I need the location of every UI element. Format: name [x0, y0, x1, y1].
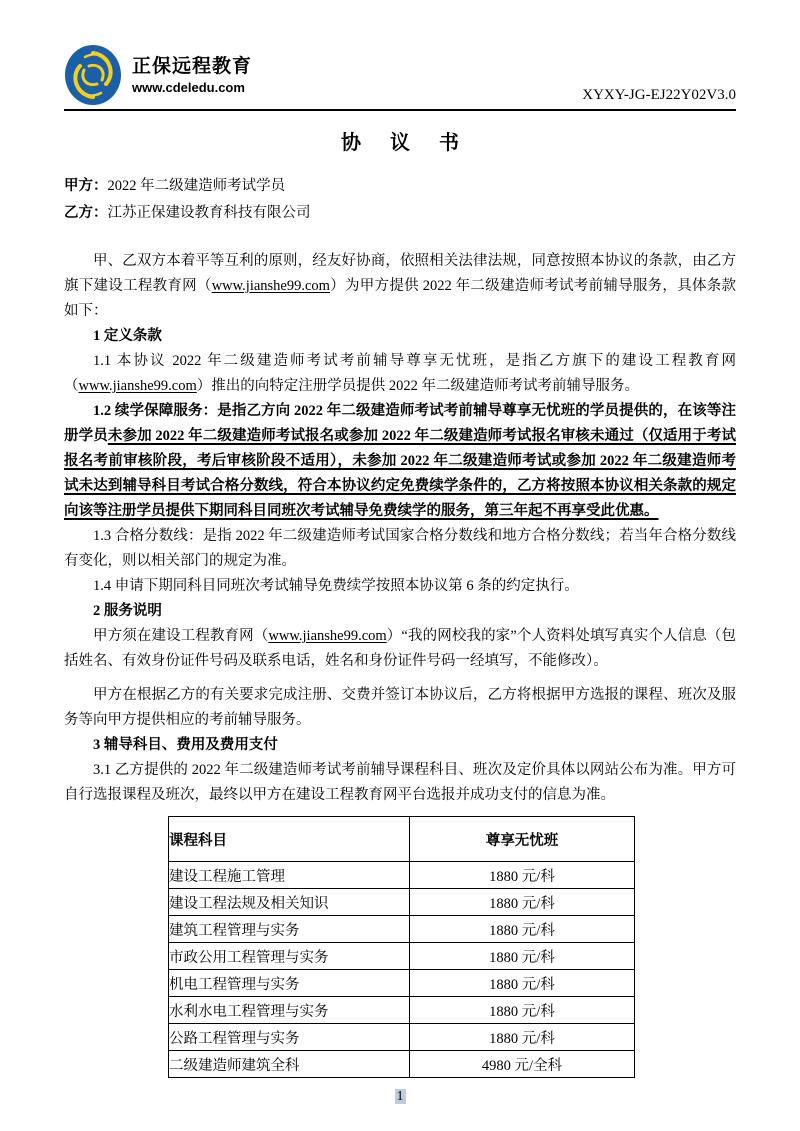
table-row	[169, 997, 635, 1024]
table-row	[169, 1051, 635, 1078]
subject-cell: 市政公用工程管理与实务	[169, 943, 410, 970]
section-1-heading: 1 定义条款	[93, 328, 162, 344]
clause-1-3: 1.3 合格分数线：是指 2022 年二级建造师考试国家合格分数线和地方合格分数线；若当年合格分数线有变化，则以相关部门的规定为准。	[64, 528, 736, 569]
subject-cell: 二级建造师建筑全科	[169, 1051, 410, 1078]
table-header-subject: 课程科目	[169, 817, 410, 862]
table-row	[169, 916, 635, 943]
document-code: XYXY-JG-EJ22Y02V3.0	[582, 87, 736, 103]
party-b-label: 乙方：	[64, 205, 108, 221]
party-a-value: 2022 年二级建造师考试学员	[107, 178, 286, 194]
clause-1-1-post: ）推出的向特定注册学员提供 2022 年二级建造师考试考前辅导服务。	[196, 378, 640, 394]
brand-logo	[64, 44, 252, 106]
clause-2-1-pre: 甲方须在建设工程教育网（	[93, 628, 269, 644]
table-row	[169, 970, 635, 997]
table-header-class: 尊享无忧班	[410, 817, 635, 862]
price-cell: 4980 元/全科	[410, 1051, 635, 1078]
clause-1-2	[64, 399, 736, 524]
clause-2-1-post: ）“我的网校我的家”个人资料处填写真实个人信息（包括姓名、有效身份证件号码及联系电话，姓名和身份证件号码一经填写，不能修改）。	[64, 628, 737, 669]
jianshe99-link: www.jianshe99.com	[211, 278, 330, 294]
clause-3-1: 3.1 乙方提供的 2022 年二级建造师考试考前辅导课程科目、班次及定价具体以网站公布为准。甲方可自行选报课程及班次，最终以甲方在建设工程教育网平台选报并成功支付的信息为准。	[64, 762, 736, 803]
intro-text-pre: 甲、乙双方本着平等互利的原则，经友好协商，依照相关法律法规，同意按照本协议的条款，由乙方旗下建设工程教育网（	[64, 253, 736, 294]
subject-cell: 公路工程管理与实务	[169, 1024, 410, 1051]
table-header-row	[169, 817, 635, 862]
logo-swirl-icon	[64, 44, 122, 106]
intro-paragraph	[64, 249, 736, 324]
price-cell: 1880 元/科	[410, 889, 635, 916]
brand-name: 正保远程教育	[132, 55, 253, 77]
course-price-table	[168, 816, 635, 1078]
party-a-label: 甲方：	[64, 178, 108, 194]
document-title: 协 议 书	[341, 132, 471, 154]
parties-block	[64, 173, 736, 227]
jianshe99-link: www.jianshe99.com	[78, 378, 197, 394]
clause-2-2: 甲方在根据乙方的有关要求完成注册、交费并签订本协议后，乙方将根据甲方选报的课程、班次及服务等向甲方提供相应的考前辅导服务。	[64, 687, 736, 728]
brand-text-block	[132, 55, 252, 96]
header-divider	[64, 109, 736, 111]
price-cell: 1880 元/科	[410, 862, 635, 889]
subject-cell: 机电工程管理与实务	[169, 970, 410, 997]
table-row	[169, 943, 635, 970]
page-footer	[64, 1087, 736, 1106]
subject-cell: 建设工程施工管理	[169, 862, 410, 889]
intro-text-post: ）为甲方提供 2022 年二级建造师考试考前辅导服务，具体条款如下：	[64, 278, 737, 319]
subject-cell: 建筑工程管理与实务	[169, 916, 410, 943]
clause-1-2-normal: 1.2 续学保障服务：是指乙方向 2022 年二级建造师考试考前辅导尊享无忧班的学员提供的，在该等注册学员	[64, 403, 736, 444]
clause-1-4: 1.4 申请下期同科目同班次考试辅导免费续学按照本协议第 6 条的约定执行。	[93, 578, 579, 594]
price-cell: 1880 元/科	[410, 970, 635, 997]
price-cell: 1880 元/科	[410, 916, 635, 943]
jianshe99-link: www.jianshe99.com	[268, 628, 387, 644]
clause-1-2-underlined: 未参加 2022 年二级建造师考试报名或参加 2022 年二级建造师考试报名审核未通过（仅适用于考试报名考前审核阶段，考后审核阶段不适用），未参加 2022 年二级建造师考试或参加 2022 年二级建造师考试未达到辅导科目考试合格分数线，符合本协议约定免费续学条件的，乙方将按照本协议相关条款的规定向该等注册学员提供下期同科目同班次考试辅导免费续学的服务，第三年起不再享受此优惠。	[64, 428, 736, 519]
party-a-line	[64, 173, 736, 200]
table-row	[169, 1024, 635, 1051]
page-number: 1	[396, 1089, 404, 1104]
subject-cell: 水利水电工程管理与实务	[169, 997, 410, 1024]
price-cell: 1880 元/科	[410, 943, 635, 970]
price-cell: 1880 元/科	[410, 997, 635, 1024]
subject-cell: 建设工程法规及相关知识	[169, 889, 410, 916]
table-row	[169, 889, 635, 916]
clause-1-1-pre: 1.1 本协议 2022 年二级建造师考试考前辅导尊享无忧班，是指乙方旗下的建设工程教育网（	[64, 353, 736, 394]
table-row	[169, 862, 635, 889]
clause-1-1	[64, 349, 736, 399]
section-3-heading: 3 辅导科目、费用及费用支付	[93, 737, 278, 753]
party-b-line	[64, 200, 736, 227]
section-2-heading: 2 服务说明	[93, 603, 162, 619]
page-header	[64, 44, 736, 106]
brand-url: www.cdeledu.com	[132, 79, 245, 95]
party-b-value: 江苏正保建设教育科技有限公司	[107, 205, 311, 221]
price-cell: 1880 元/科	[410, 1024, 635, 1051]
clause-2-1	[64, 624, 736, 674]
